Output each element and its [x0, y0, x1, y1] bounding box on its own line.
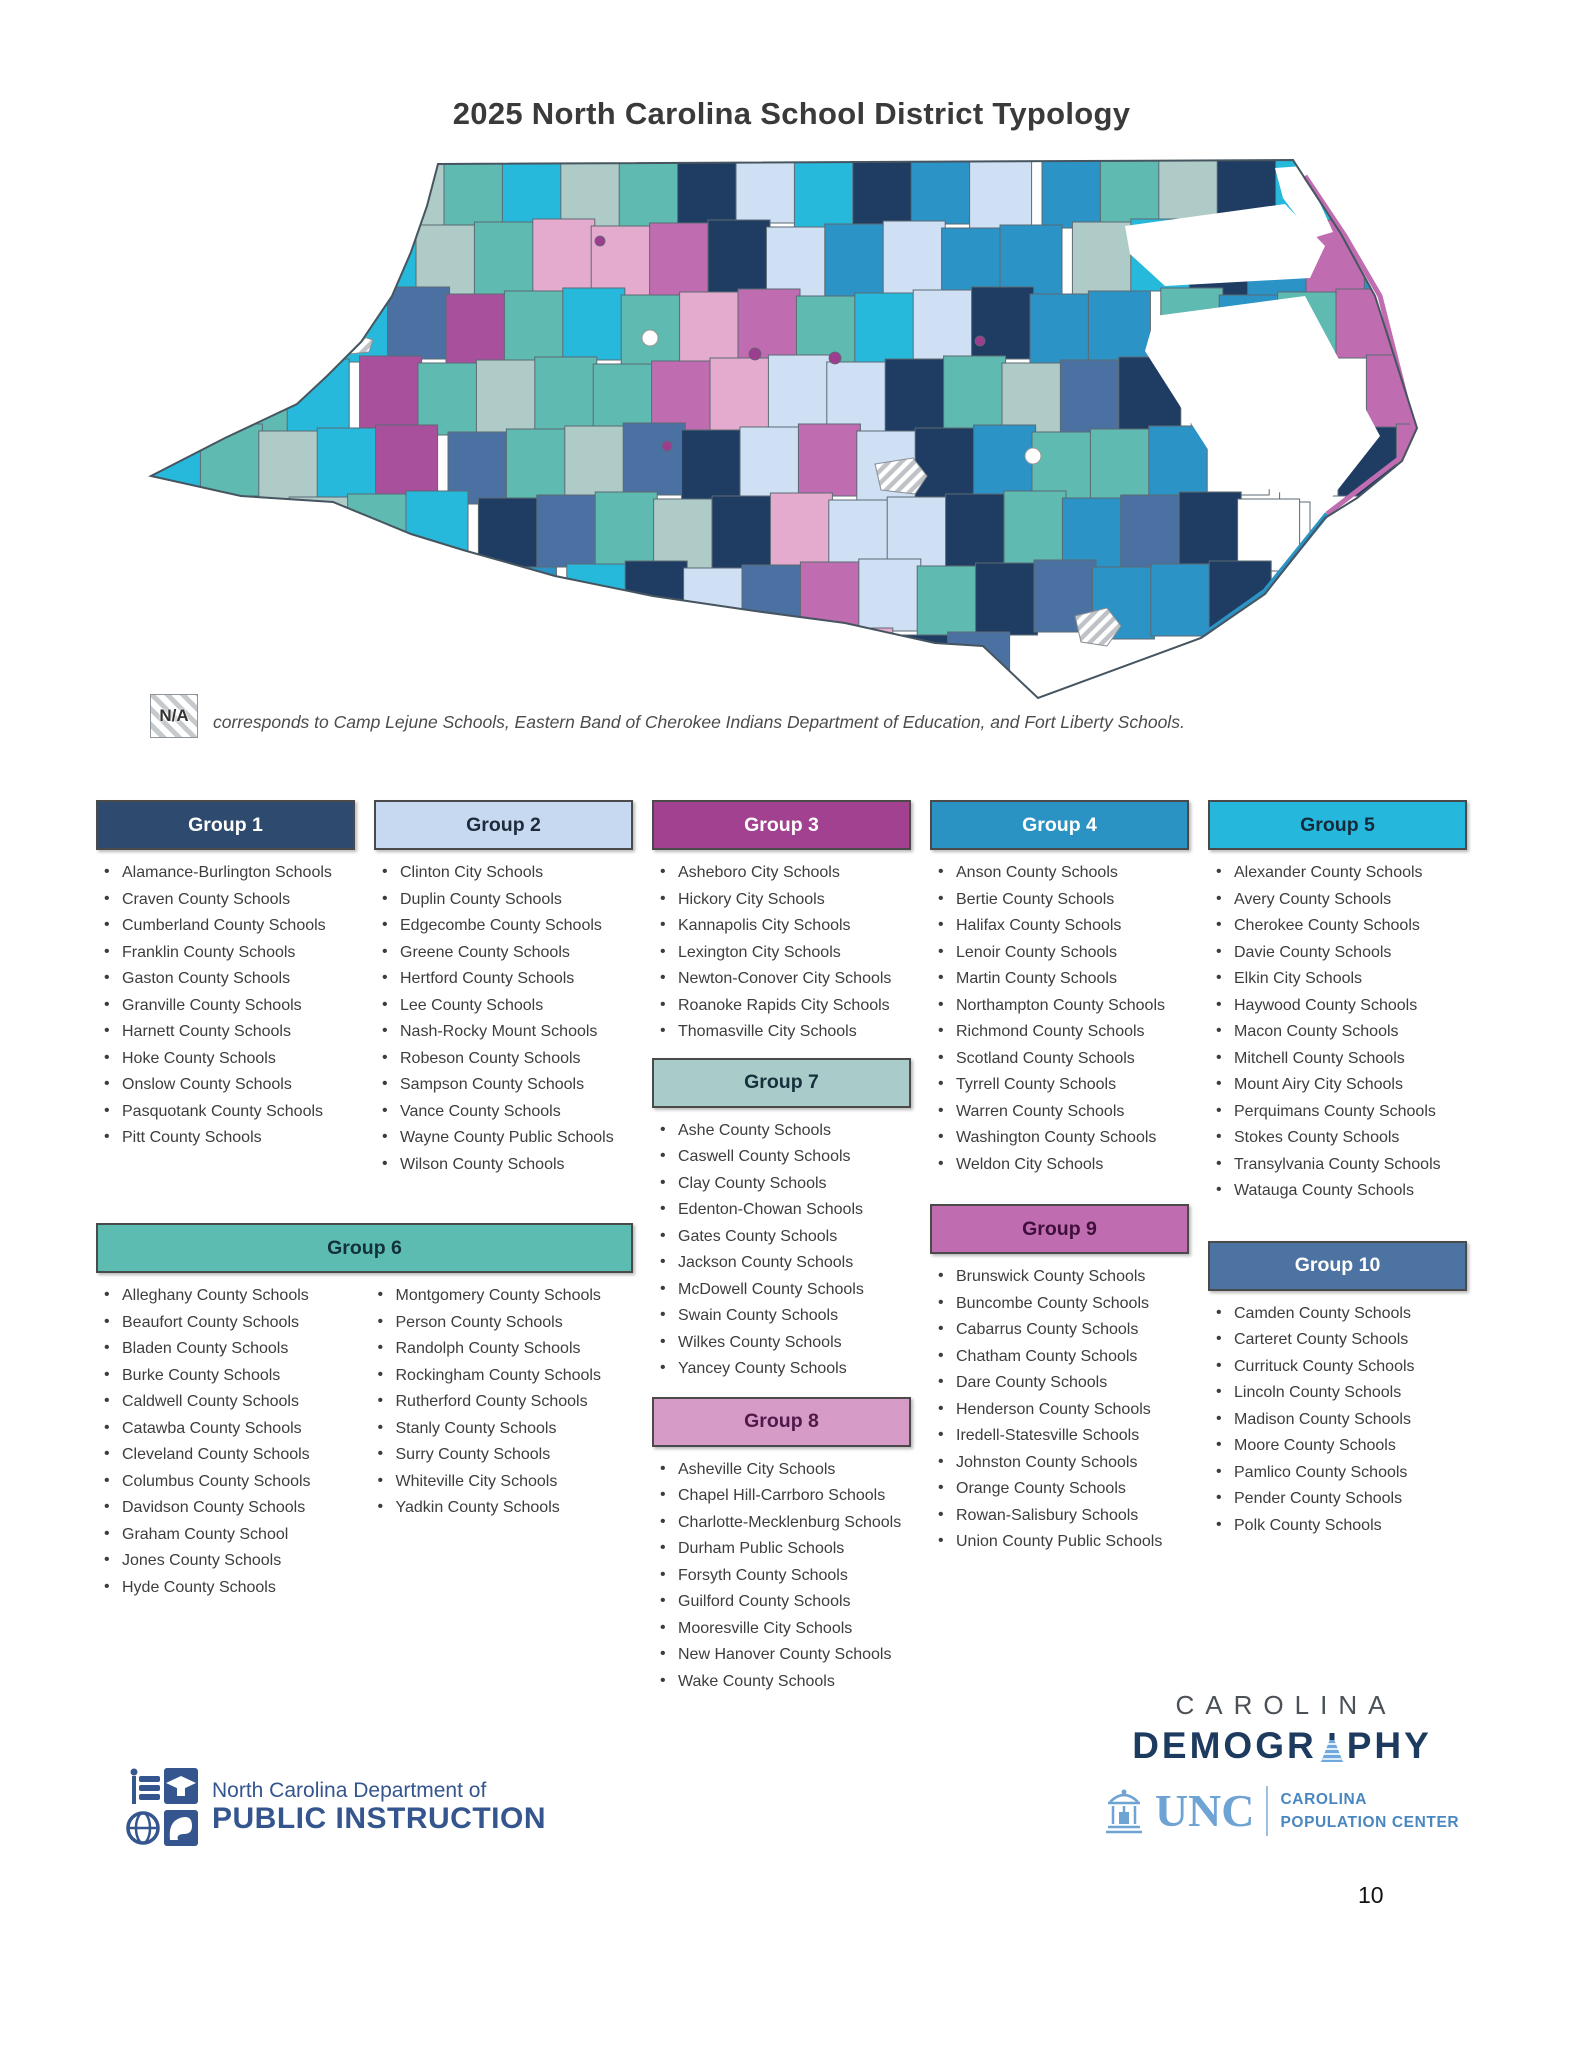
- county-cell: [1310, 496, 1372, 568]
- county-cell: [1179, 492, 1241, 564]
- list-item: • Moore County Schools: [1216, 1436, 1396, 1455]
- list-item: • Newton-Conover City Schools: [660, 969, 892, 988]
- list-item: • Wake County Schools: [660, 1671, 835, 1690]
- group-2-header: Group 2: [374, 800, 633, 850]
- county-cell: [317, 428, 379, 500]
- list-item: • Durham Public Schools: [660, 1539, 845, 1558]
- county-cell: [1002, 363, 1064, 435]
- list-item: • Alamance-Burlington Schools: [104, 863, 332, 881]
- list-item: • Union County Public Schools: [938, 1532, 1163, 1551]
- list-item: • New Hanover County Schools: [660, 1645, 892, 1664]
- group-6-block: [96, 1223, 633, 1604]
- list-item: • Forsyth County Schools: [660, 1565, 848, 1584]
- list-item: • Stokes County Schools: [1216, 1128, 1400, 1147]
- county-cell: [712, 496, 774, 568]
- list-item: • Chapel Hill-Carrboro Schools: [660, 1486, 886, 1505]
- list-item: • Scotland County Schools: [938, 1048, 1135, 1067]
- group-3-list: [652, 863, 911, 1042]
- list-item: • Tyrrell County Schools: [938, 1075, 1117, 1094]
- county-cell: [231, 500, 293, 572]
- county-cell: [1030, 294, 1092, 366]
- county-cell: [1088, 291, 1150, 363]
- ncdpi-logo: [126, 1768, 546, 1846]
- county-cell: [768, 355, 830, 427]
- county-cell: [623, 423, 685, 495]
- list-item: • Franklin County Schools: [104, 942, 296, 961]
- list-item: • Macon County Schools: [1216, 1022, 1399, 1041]
- county-cell: [827, 362, 889, 434]
- list-item: • Rockingham County Schools: [377, 1365, 601, 1384]
- list-item: • Lexington City Schools: [660, 942, 841, 961]
- county-cell: [710, 358, 772, 430]
- list-item: • Lenoir County Schools: [938, 942, 1117, 961]
- list-item: • Anson County Schools: [938, 863, 1118, 881]
- cpc-line2: POPULATION CENTER: [1280, 1814, 1460, 1831]
- list-item: • Johnston County Schools: [938, 1452, 1138, 1471]
- county-cell: [917, 566, 979, 638]
- group-8-block: [652, 1397, 911, 1692]
- list-item: • Davie County Schools: [1216, 942, 1392, 961]
- list-item: • Haywood County Schools: [1216, 995, 1418, 1014]
- column-3: [652, 800, 911, 1698]
- county-cell: [388, 287, 450, 359]
- county-cell: [537, 495, 599, 567]
- county-cell: [738, 289, 800, 361]
- county-cell: [257, 293, 319, 365]
- column-left-pair: [96, 800, 633, 1604]
- list-item: • Pitt County Schools: [104, 1128, 262, 1147]
- list-item: • Granville County Schools: [104, 995, 302, 1014]
- county-cell: [883, 221, 945, 293]
- list-item: • Clinton City Schools: [382, 863, 544, 881]
- list-item: • Gaston County Schools: [104, 969, 291, 988]
- list-item: • Henderson County Schools: [938, 1399, 1151, 1418]
- county-cell: [1062, 498, 1124, 570]
- group-10-header: Group 10: [1208, 1241, 1467, 1291]
- county-cell: [740, 427, 802, 499]
- county-cell: [446, 294, 508, 366]
- group-3-header: Group 3: [652, 800, 911, 850]
- group-9-list: [930, 1267, 1189, 1552]
- ncdpi-logo-line2: PUBLIC INSTRUCTION: [212, 1802, 546, 1836]
- carolina-demography-logo: [1092, 1690, 1472, 1767]
- county-cell: [650, 223, 712, 295]
- list-item: • Orange County Schools: [938, 1479, 1126, 1498]
- county-cell: [287, 359, 349, 431]
- list-item: • Pamlico County Schools: [1216, 1462, 1408, 1481]
- list-item: • Clay County Schools: [660, 1173, 827, 1192]
- group-1-list: [96, 863, 355, 1148]
- county-cell: [619, 157, 681, 229]
- page-number: 10: [1358, 1882, 1384, 1908]
- unc-wordmark: UNC: [1154, 1785, 1255, 1836]
- county-cell: [684, 568, 746, 640]
- list-item: • Carteret County Schools: [1216, 1330, 1409, 1349]
- list-item: • Halifax County Schools: [938, 916, 1122, 935]
- county-cell: [1004, 491, 1066, 563]
- list-item: • Rutherford County Schools: [377, 1392, 588, 1411]
- county-cell: [474, 222, 536, 294]
- county-cell: [1000, 225, 1062, 297]
- demography-word-carolina: CAROLINA: [1175, 1690, 1397, 1720]
- county-cell: [855, 293, 917, 365]
- group-1-header: Group 1: [96, 800, 355, 850]
- county-cell: [970, 159, 1032, 231]
- list-item: • Brunswick County Schools: [938, 1267, 1146, 1286]
- county-cell: [476, 360, 538, 432]
- county-cell: [1334, 151, 1396, 223]
- county-cell: [504, 291, 566, 363]
- group-10-list: [1208, 1304, 1467, 1536]
- group-2-block: [374, 800, 633, 1181]
- county-cell: [654, 499, 716, 571]
- county-cell: [259, 431, 321, 503]
- list-item: • Columbus County Schools: [104, 1471, 311, 1490]
- list-item: • Pasquotank County Schools: [104, 1101, 324, 1120]
- list-item: • Harnett County Schools: [104, 1022, 291, 1041]
- list-item: • Wilson County Schools: [382, 1154, 565, 1173]
- county-cell: [1042, 156, 1104, 228]
- county-cell: [418, 363, 480, 435]
- logo-divider: [1266, 1786, 1268, 1836]
- county-cell: [535, 357, 597, 429]
- county-cell: [800, 562, 862, 634]
- county-cell: [563, 288, 625, 360]
- list-item: • Mitchell County Schools: [1216, 1048, 1405, 1067]
- group-legend-area: [96, 800, 1468, 1698]
- county-cell: [1151, 564, 1213, 636]
- list-item: • Pender County Schools: [1216, 1489, 1403, 1508]
- list-item: • Jackson County Schools: [660, 1253, 854, 1272]
- list-item: • Vance County Schools: [382, 1101, 561, 1120]
- county-cell: [406, 491, 468, 563]
- list-item: • Asheboro City Schools: [660, 863, 840, 881]
- list-item: • Nash-Rocky Mount Schools: [382, 1022, 598, 1041]
- group-5-header: Group 5: [1208, 800, 1467, 850]
- county-cell: [708, 220, 770, 292]
- list-item: • Camden County Schools: [1216, 1303, 1411, 1322]
- county-cell: [825, 224, 887, 296]
- list-item: • Madison County Schools: [1216, 1409, 1411, 1428]
- list-item: • Weldon City Schools: [938, 1154, 1104, 1173]
- list-item: • Caswell County Schools: [660, 1147, 851, 1166]
- population-center-wordmark: [1280, 1788, 1459, 1835]
- page-title: 2025 North Carolina School District Typology: [452, 96, 1131, 131]
- county-cell: [1394, 296, 1450, 368]
- nc-map-svg: [145, 146, 1450, 712]
- county-cell: [853, 155, 915, 227]
- list-item: • Cherokee County Schools: [1216, 916, 1420, 935]
- list-item: • Iredell-Statesville Schools: [938, 1426, 1140, 1445]
- list-item: • Whiteville City Schools: [377, 1471, 558, 1490]
- list-item: • Mooresville City Schools: [660, 1618, 853, 1637]
- county-cell: [289, 497, 351, 569]
- list-item: • Wayne County Public Schools: [382, 1128, 614, 1147]
- list-item: • Graham County School: [104, 1524, 289, 1543]
- county-cell: [299, 221, 361, 293]
- list-item: • Martin County Schools: [938, 969, 1117, 988]
- list-item: • Hickory City Schools: [660, 889, 825, 908]
- list-item: • Burke County Schools: [104, 1365, 281, 1384]
- county-cell: [478, 498, 540, 570]
- list-item: • Warren County Schools: [938, 1101, 1125, 1120]
- list-item: • Chatham County Schools: [938, 1346, 1138, 1365]
- list-item: • Bladen County Schools: [104, 1339, 289, 1358]
- county-cell: [772, 631, 834, 703]
- ncdpi-logo-icon: [126, 1768, 198, 1846]
- list-item: • Watauga County Schools: [1216, 1181, 1414, 1200]
- list-item: • Caldwell County Schools: [104, 1392, 299, 1411]
- ncdpi-logo-line1: North Carolina Department of: [212, 1779, 487, 1803]
- old-well-icon: [1105, 1786, 1143, 1836]
- list-item: • Alleghany County Schools: [104, 1286, 309, 1305]
- county-cell: [567, 564, 629, 636]
- list-item: • Edgecombe County Schools: [382, 916, 602, 935]
- county-cell: [682, 430, 744, 502]
- list-item: • Cabarrus County Schools: [938, 1320, 1139, 1339]
- county-cell: [831, 628, 893, 700]
- group-5-list: [1208, 863, 1467, 1201]
- group-8-list: [652, 1460, 911, 1692]
- county-cell: [859, 559, 921, 631]
- list-item: • Buncombe County Schools: [938, 1293, 1149, 1312]
- demography-post: PHY: [1346, 1725, 1432, 1766]
- county-cell: [494, 567, 556, 639]
- list-item: • Beaufort County Schools: [104, 1312, 299, 1331]
- list-item: • Bertie County Schools: [938, 889, 1115, 908]
- list-item: • Duplin County Schools: [382, 889, 562, 908]
- list-item: • Currituck County Schools: [1216, 1356, 1415, 1375]
- column-4: [930, 800, 1189, 1559]
- county-cell: [766, 227, 828, 299]
- list-item: • Elkin City Schools: [1216, 969, 1363, 988]
- list-item: • Dare County Schools: [938, 1373, 1108, 1392]
- county-cell: [976, 563, 1038, 635]
- population-pyramid-icon: [1319, 1732, 1345, 1764]
- county-cell: [1072, 222, 1134, 294]
- county-cell: [913, 290, 975, 362]
- list-item: • Northampton County Schools: [938, 995, 1165, 1014]
- list-item: • Guilford County Schools: [660, 1592, 851, 1611]
- list-item: • Alexander County Schools: [1216, 863, 1423, 881]
- list-item: • Lee County Schools: [382, 995, 544, 1014]
- list-item: • Washington County Schools: [938, 1128, 1157, 1147]
- county-cell: [1060, 360, 1122, 432]
- list-item: • Gates County Schools: [660, 1226, 838, 1245]
- list-item: • Polk County Schools: [1216, 1515, 1382, 1534]
- list-item: • Person County Schools: [377, 1312, 563, 1331]
- list-item: • Transylvania County Schools: [1216, 1154, 1441, 1173]
- county-cell: [652, 361, 714, 433]
- county-cell: [1100, 153, 1162, 225]
- county-cell: [794, 158, 856, 230]
- list-item: • Surry County Schools: [377, 1445, 551, 1464]
- county-cell: [915, 428, 977, 500]
- county-cell: [1090, 429, 1152, 501]
- list-item: • Yancey County Schools: [660, 1359, 847, 1378]
- list-item: • Ashe County Schools: [660, 1120, 831, 1139]
- list-item: • Perquimans County Schools: [1216, 1101, 1436, 1120]
- unc-cpc-logo: [1092, 1786, 1472, 1836]
- county-cell: [533, 219, 595, 291]
- group-7-list: [652, 1121, 911, 1379]
- list-item: • Robeson County Schools: [382, 1048, 581, 1067]
- na-legend: [150, 694, 1185, 738]
- list-item: • Sampson County Schools: [382, 1075, 585, 1094]
- county-cell: [1368, 493, 1430, 565]
- county-cell: [565, 426, 627, 498]
- county-cell: [416, 225, 478, 297]
- group-1-block: [96, 800, 355, 1155]
- list-item: • Stanly County Schools: [377, 1418, 557, 1437]
- county-cell: [444, 156, 506, 228]
- group-4-list: [930, 863, 1189, 1174]
- cpc-line1: CAROLINA: [1280, 1790, 1368, 1808]
- list-item: • Edenton-Chowan Schools: [660, 1200, 864, 1219]
- group-5-block: [1208, 800, 1467, 1201]
- list-item: • Montgomery County Schools: [377, 1286, 601, 1305]
- group-7-block: [652, 1058, 911, 1379]
- list-item: • Catawba County Schools: [104, 1418, 302, 1437]
- list-item: • Charlotte-Mecklenburg Schools: [660, 1512, 902, 1531]
- nc-typology-map: [145, 146, 1450, 712]
- list-item: • Jones County Schools: [104, 1551, 282, 1570]
- group-6-list-left: [96, 1286, 360, 1604]
- list-item: • Randolph County Schools: [377, 1339, 581, 1358]
- list-item: • Asheville City Schools: [660, 1459, 836, 1478]
- county-cell: [595, 492, 657, 564]
- list-item: • Thomasville City Schools: [660, 1022, 857, 1041]
- list-item: • McDowell County Schools: [660, 1279, 864, 1298]
- list-item: • Craven County Schools: [104, 889, 291, 908]
- list-item: • Yadkin County Schools: [377, 1498, 560, 1517]
- list-item: • Greene County Schools: [382, 942, 570, 961]
- group-4-header: Group 4: [930, 800, 1189, 850]
- county-cell: [911, 152, 973, 224]
- county-cell: [229, 362, 291, 434]
- group-9-header: Group 9: [930, 1204, 1189, 1254]
- group-8-header: Group 8: [652, 1397, 911, 1447]
- county-cell: [376, 425, 438, 497]
- group-6-header: Group 6: [96, 1223, 633, 1273]
- list-item: • Hertford County Schools: [382, 969, 575, 988]
- county-cell: [770, 493, 832, 565]
- list-item: • Hoke County Schools: [104, 1048, 276, 1067]
- group-9-block: [930, 1204, 1189, 1552]
- county-cell: [386, 159, 448, 231]
- county-cell: [885, 359, 947, 431]
- group-4-block: [930, 800, 1189, 1174]
- demography-word-demography: [1092, 1725, 1472, 1767]
- county-cell: [1396, 424, 1450, 496]
- list-item: • Hyde County Schools: [104, 1577, 276, 1596]
- list-item: • Swain County Schools: [660, 1306, 839, 1325]
- group-10-block: [1208, 1241, 1467, 1536]
- list-item: • Lincoln County Schools: [1216, 1383, 1402, 1402]
- county-cell: [742, 565, 804, 637]
- county-cell: [798, 424, 860, 496]
- county-cell: [946, 494, 1008, 566]
- group-3-block: [652, 800, 911, 1042]
- column-5: [1208, 800, 1467, 1542]
- list-item: • Mount Airy City Schools: [1216, 1075, 1403, 1094]
- list-item: • Onslow County Schools: [104, 1075, 292, 1094]
- list-item: • Rowan-Salisbury Schools: [938, 1505, 1139, 1524]
- county-cell: [678, 154, 740, 226]
- group-6-list-right: [370, 1286, 634, 1604]
- county-cell: [887, 497, 949, 569]
- list-item: • Kannapolis City Schools: [660, 916, 851, 935]
- list-item: • Cleveland County Schools: [104, 1445, 310, 1464]
- demography-pre: DEMOGR: [1132, 1725, 1317, 1766]
- list-item: • Avery County Schools: [1216, 889, 1392, 908]
- list-item: • Cumberland County Schools: [104, 916, 326, 935]
- na-hatch-swatch: N/A: [150, 694, 198, 738]
- county-cell: [170, 355, 232, 427]
- county-cell: [680, 292, 742, 364]
- county-cell: [506, 429, 568, 501]
- list-item: • Richmond County Schools: [938, 1022, 1145, 1041]
- county-cell: [656, 627, 718, 699]
- list-item: • Davidson County Schools: [104, 1498, 306, 1517]
- list-item: • Roanoke Rapids City Schools: [660, 995, 890, 1014]
- county-cell: [1121, 495, 1183, 567]
- county-cell: [944, 356, 1006, 428]
- county-cell: [360, 356, 422, 428]
- county-cell: [972, 287, 1034, 359]
- group-7-header: Group 7: [652, 1058, 911, 1108]
- na-legend-text: corresponds to Camp Lejune Schools, Eastern Band of Cherokee Indians Department of Education, and Fort Liberty Schools.: [213, 712, 1185, 732]
- group-2-list: [374, 863, 633, 1174]
- list-item: • Wilkes County Schools: [660, 1332, 842, 1351]
- county-cell: [1392, 158, 1450, 230]
